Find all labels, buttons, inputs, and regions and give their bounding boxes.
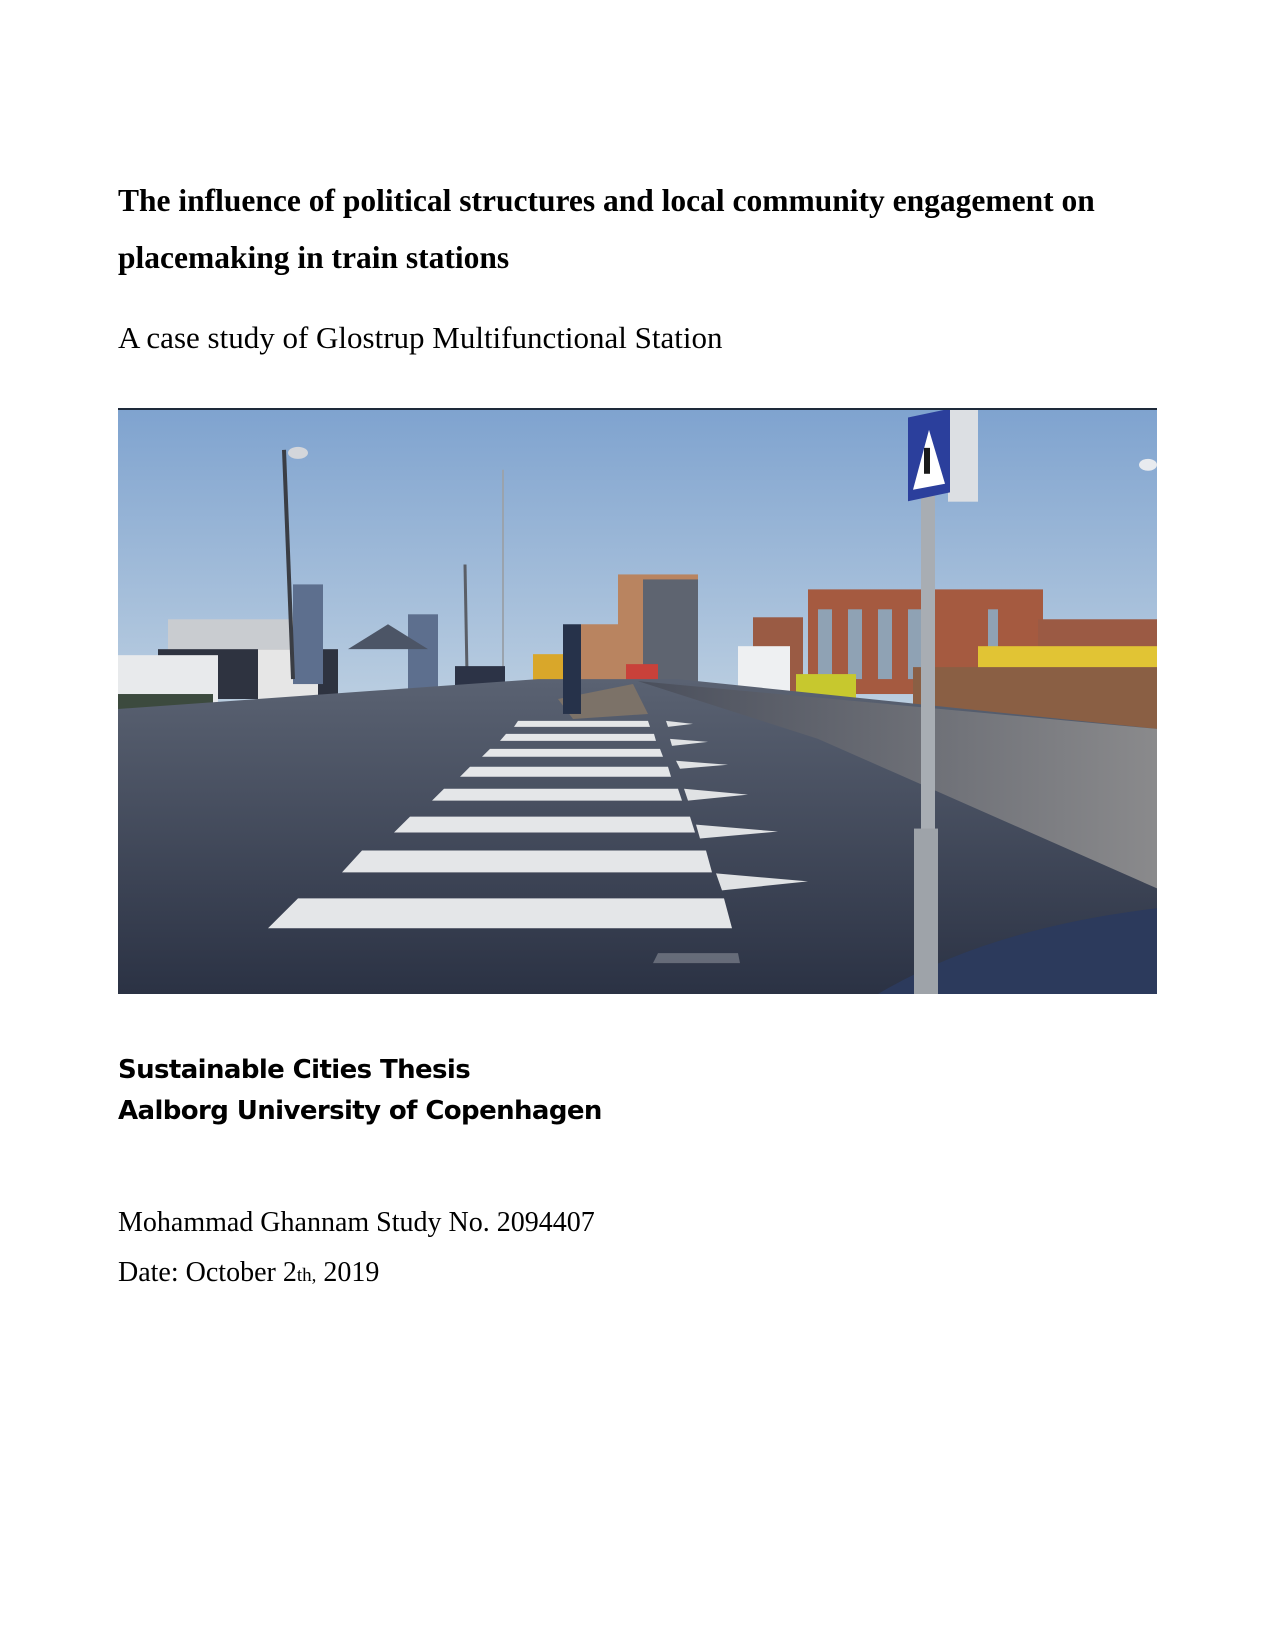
date-year: 2019: [316, 1257, 380, 1288]
date-line: [118, 1248, 595, 1301]
university-line: Aalborg University of Copenhagen: [118, 1096, 602, 1126]
street-scene-image: [118, 410, 1157, 994]
program-line: Sustainable Cities Thesis: [118, 1055, 471, 1085]
program-info: [118, 1050, 602, 1132]
author-info: [118, 1198, 595, 1301]
date-ordinal: th,: [296, 1265, 317, 1286]
date-prefix: Date: October 2: [118, 1257, 297, 1288]
pedestrian-crossing-sign: [908, 410, 978, 502]
cover-photo: [118, 408, 1157, 994]
thesis-title-line-1: The influence of political structures and local community engagement on: [118, 183, 1095, 218]
thesis-subtitle: A case study of Glostrup Multifunctional Station: [118, 320, 723, 355]
thesis-title: [118, 172, 1168, 286]
thesis-title-line-2: placemaking in train stations: [118, 240, 510, 275]
author-line: Mohammad Ghannam Study No. 2094407: [118, 1207, 595, 1238]
